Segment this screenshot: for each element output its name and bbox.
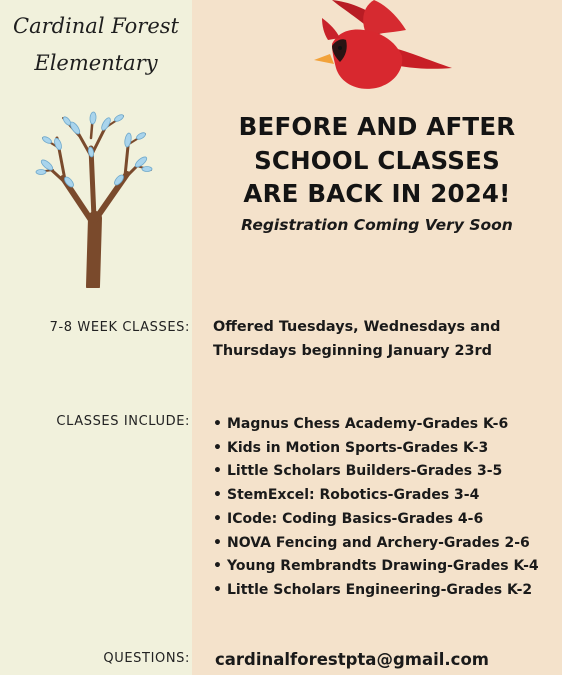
class-item: • NOVA Fencing and Archery-Grades 2-6 <box>213 532 539 556</box>
class-item: • Kids in Motion Sports-Grades K-3 <box>213 437 539 461</box>
class-item: • Little Scholars Builders-Grades 3-5 <box>213 460 539 484</box>
left-panel <box>0 0 192 675</box>
class-item: • Young Rembrandts Drawing-Grades K-4 <box>213 555 539 579</box>
cardinal-bird-icon <box>310 0 460 100</box>
class-item: • StemExcel: Robotics-Grades 3-4 <box>213 484 539 508</box>
sessions-label: 7-8 WEEK CLASSES: <box>49 320 190 335</box>
contact-email[interactable]: cardinalforestpta@gmail.com <box>215 650 489 669</box>
class-item: • Little Scholars Engineering-Grades K-2 <box>213 579 539 603</box>
school-name-line2: Elementary <box>34 51 158 75</box>
questions-label: QUESTIONS: <box>103 651 190 666</box>
class-item: • ICode: Coding Basics-Grades 4-6 <box>213 508 539 532</box>
sessions-text-line1: Offered Tuesdays, Wednesdays and <box>213 319 501 335</box>
registration-subheadline: Registration Coming Very Soon <box>241 216 513 234</box>
sessions-text-line2: Thursdays beginning January 23rd <box>213 343 492 359</box>
winter-tree-icon <box>33 108 153 288</box>
school-name-line1: Cardinal Forest <box>13 14 179 38</box>
headline-line2: SCHOOL CLASSES <box>254 146 500 175</box>
classes-label: CLASSES INCLUDE: <box>56 414 190 429</box>
class-list <box>213 413 539 603</box>
class-item: • Magnus Chess Academy-Grades K-6 <box>213 413 539 437</box>
headline-line1: BEFORE AND AFTER <box>238 112 516 141</box>
headline-line3: ARE BACK IN 2024! <box>243 179 511 208</box>
